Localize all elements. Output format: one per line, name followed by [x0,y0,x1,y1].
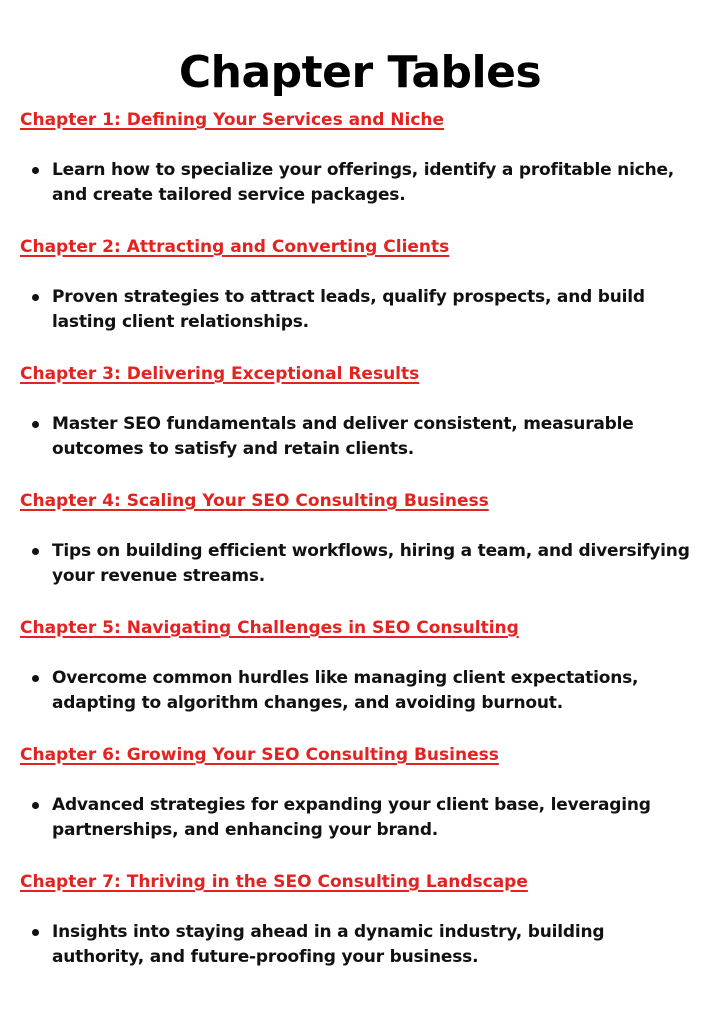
chapter-description-6: Advanced strategies for expanding your client base, leveraging partnerships, and enhancing your brand. [52,795,651,840]
chapter-section-5 [20,616,700,716]
bullet-dot-icon [32,802,39,809]
chapter-link-3[interactable]: Chapter 3: Delivering Exceptional Results [20,364,420,384]
chapter-link-4[interactable]: Chapter 4: Scaling Your SEO Consulting Business [20,491,489,511]
page-title: Chapter Tables [178,47,542,99]
chapter-section-4 [20,489,700,589]
chapter-description-5: Overcome common hurdles like managing client expectations, adapting to algorithm changes, and avoiding burnout. [52,668,639,713]
list-item [20,920,692,970]
bullet-dot-icon [32,675,39,682]
list-item [20,412,692,462]
bullet-dot-icon [32,929,39,936]
chapter-section-7 [20,870,700,970]
chapter-section-6 [20,743,700,843]
bullet-dot-icon [32,421,39,428]
chapter-link-1[interactable]: Chapter 1: Defining Your Services and Niche [20,110,445,130]
chapter-link-6[interactable]: Chapter 6: Growing Your SEO Consulting Business [20,745,499,765]
chapter-description-3: Master SEO fundamentals and deliver consistent, measurable outcomes to satisfy and retain clients. [52,414,634,459]
chapter-link-5[interactable]: Chapter 5: Navigating Challenges in SEO Consulting [20,618,519,638]
chapter-link-7[interactable]: Chapter 7: Thriving in the SEO Consulting Landscape [20,872,528,892]
list-item [20,793,692,843]
list-item [20,539,692,589]
list-item [20,285,692,335]
bullet-dot-icon [32,167,39,174]
chapter-description-2: Proven strategies to attract leads, qualify prospects, and build lasting client relationships. [52,287,645,332]
chapter-link-2[interactable]: Chapter 2: Attracting and Converting Clients [20,237,450,257]
chapter-description-4: Tips on building efficient workflows, hiring a team, and diversifying your revenue streams. [52,541,690,586]
bullet-dot-icon [32,548,39,555]
chapter-description-1: Learn how to specialize your offerings, identify a profitable niche, and create tailored service packages. [52,160,675,205]
chapter-section-3 [20,362,700,462]
chapter-section-1 [20,108,700,208]
chapter-description-7: Insights into staying ahead in a dynamic industry, building authority, and future-proofing your business. [52,922,605,967]
chapter-section-2 [20,235,700,335]
list-item [20,158,692,208]
bullet-dot-icon [32,294,39,301]
list-item [20,666,692,716]
